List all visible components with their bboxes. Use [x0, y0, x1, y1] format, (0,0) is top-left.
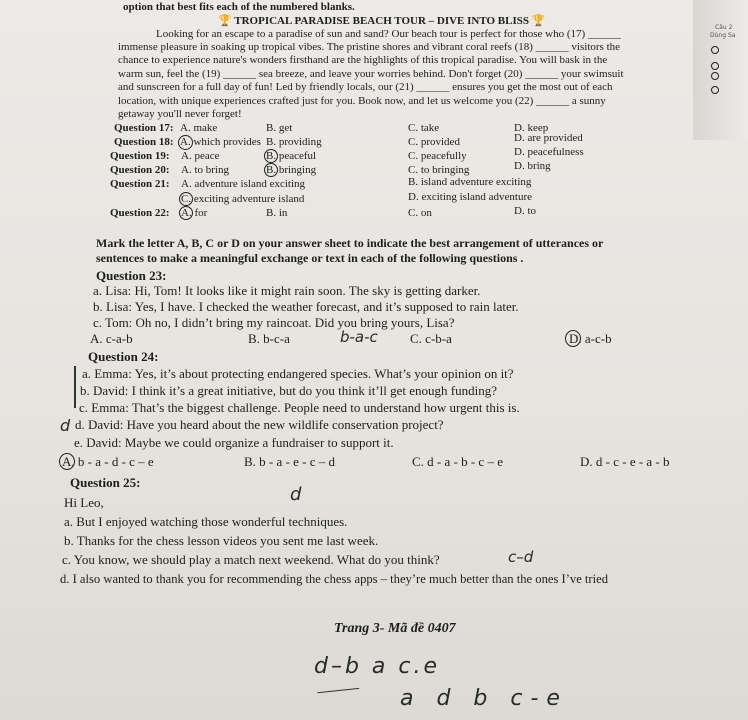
page-footer: Trang 3- Mã đề 0407 [334, 621, 456, 636]
strip-text-2: Dùng Sa [710, 32, 736, 39]
option-b[interactable]: B. bringing [266, 164, 317, 176]
question-label: Question 23: [96, 268, 167, 283]
option-d[interactable]: D. to [514, 205, 536, 217]
answer-circle [264, 163, 278, 177]
question-label: Question 20: [110, 164, 170, 176]
option-c[interactable]: C. exciting adventure island [181, 193, 305, 205]
option-b[interactable]: B. in [266, 207, 288, 219]
option-d[interactable]: D. a-c-b [569, 331, 612, 346]
utterance-e: e. David: Maybe we could organize a fundraiser to support it. [74, 435, 394, 450]
trophy-icon: 🏆 [531, 15, 546, 27]
passage-line-3: chance to experience nature's wonders firsthand are the highlights of this tropical paradise. You will bask in the [118, 54, 608, 66]
strip-circle [711, 46, 719, 54]
option-b[interactable]: B. island adventure exciting [408, 176, 532, 188]
question-label: Question 19: [110, 150, 170, 162]
option-c[interactable]: C. on [408, 207, 432, 219]
option-c[interactable]: C. take [408, 122, 440, 134]
option-d[interactable]: D. exciting island adventure [408, 191, 533, 203]
question-label: Question 24: [88, 349, 159, 364]
passage-line-2: immense pleasure in soaking up tropical vibes. The pristine shores and vibrant coral reefs (18) ______ visitors the [118, 41, 621, 53]
handwritten-note: c–d [508, 548, 534, 566]
utterance-b: b. Thanks for the chess lesson videos you sent me last week. [64, 533, 379, 548]
passage-line-7: getaway you'll never forget! [118, 108, 242, 120]
trophy-icon: 🏆 [218, 15, 232, 27]
option-c[interactable]: C. peacefully [408, 150, 467, 162]
answer-circle [565, 330, 581, 347]
instruction-line-1: Mark the letter A, B, C or D on your answer sheet to indicate the best arrangement of utterances or [96, 236, 604, 250]
utterance-b: b. David: I think it’s a great initiative, but do you think it’ll get enough funding? [80, 383, 498, 398]
handwritten-note: b-a-c [340, 328, 378, 346]
handwritten-note: d [60, 416, 71, 435]
option-d[interactable]: D. keep [514, 122, 549, 134]
answer-circle [59, 453, 75, 470]
question-label: Question 21: [110, 178, 170, 190]
passage-line-1: Looking for an escape to a paradise of sun and sand? Our beach tour is perfect for those who (17) ______ [156, 28, 621, 40]
option-a[interactable]: A. adventure island exciting [181, 178, 306, 190]
option-b[interactable]: B. b - a - e - c – d [244, 454, 335, 469]
greeting: Hi Leo, [64, 495, 104, 510]
scribble-mark [317, 688, 360, 707]
option-b[interactable]: B. b-c-a [248, 331, 290, 346]
answer-circle [179, 206, 193, 220]
utterance-c: c. You know, we should play a match next weekend. What do you think? [62, 552, 440, 567]
top-cut-text: option that best fits each of the numbered blanks. [123, 1, 355, 13]
option-c[interactable]: C. to bringing [408, 164, 470, 176]
passage-line-6: location, with unique experiences crafted just for you. Book now, and let us welcome you (22) ______ a sunny [118, 95, 606, 107]
utterance-a: a. Emma: Yes, it’s about protecting endangered species. What’s your opinion on it? [82, 366, 514, 381]
option-a[interactable]: A. make [180, 122, 218, 134]
utterance-a: a. Lisa: Hi, Tom! It looks like it might rain soon. The sky is getting darker. [93, 283, 481, 298]
utterance-c: c. Emma: That’s the biggest challenge. People need to understand how urgent this is. [79, 400, 520, 415]
answer-circle [178, 135, 193, 150]
option-b[interactable]: B. providing [266, 136, 322, 148]
answer-circle [179, 192, 193, 206]
option-a[interactable]: A. c-a-b [90, 331, 133, 346]
question-label: Question 17: [114, 122, 174, 134]
instruction-line-2: sentences to make a meaningful exchange or text in each of the following questions . [96, 251, 524, 265]
option-c[interactable]: C. provided [408, 136, 460, 148]
strip-circle [711, 72, 719, 80]
strip-circle [711, 62, 719, 70]
option-b[interactable]: B. get [266, 122, 293, 134]
utterance-d: d. I also wanted to thank you for recommending the chess apps – they’re much better than the ones I’ve tried [60, 572, 609, 586]
option-d[interactable]: D. are provided [514, 132, 583, 144]
option-d[interactable]: D. bring [514, 160, 551, 172]
utterance-b: b. Lisa: Yes, I have. I checked the weather forecast, and it’s supposed to rain later. [93, 299, 519, 314]
handwritten-note: d [290, 484, 302, 505]
passage-line-4: warm sun, feel the (19) ______ sea breeze, and leave your worries behind. Don't forget (20) ______ your swimsuit [118, 68, 624, 80]
utterance-c: c. Tom: Oh no, I didn’t bring my raincoat. Did you bring yours, Lisa? [93, 315, 455, 330]
option-a[interactable]: A. for [181, 207, 208, 219]
passage-title: 🏆 TROPICAL PARADISE BEACH TOUR – DIVE INTO BLISS 🏆 [218, 15, 546, 27]
handwritten-answer-line-2: a d b c-e [400, 686, 568, 711]
margin-bracket [74, 366, 76, 408]
option-b[interactable]: B. peaceful [266, 150, 317, 162]
passage-line-5: and sunscreen for a full day of fun! Led by friendly locals, our (21) ______ ensures you get the most out of each [118, 81, 613, 93]
option-a[interactable]: A. which provides [180, 136, 261, 148]
option-c[interactable]: C. d - a - b - c – e [412, 454, 503, 469]
option-a[interactable]: A. to bring [181, 164, 229, 176]
question-label: Question 22: [110, 207, 170, 219]
option-d[interactable]: D. d - c - e - a - b [580, 454, 670, 469]
utterance-d: d. David: Have you heard about the new wildlife conservation project? [75, 417, 444, 432]
option-d[interactable]: D. peacefulness [514, 146, 584, 158]
handwritten-answer-line-1: d–b a c.e [314, 654, 441, 679]
adjacent-page-strip [693, 0, 748, 140]
utterance-a: a. But I enjoyed watching those wonderful techniques. [64, 514, 348, 529]
option-c[interactable]: C. c-b-a [410, 331, 452, 346]
answer-circle [264, 149, 278, 163]
strip-circle [711, 86, 719, 94]
option-a[interactable]: A. b - a - d - c – e [62, 454, 154, 469]
question-label: Question 18: [114, 136, 174, 148]
strip-text-1: Câu 2 [715, 24, 733, 31]
question-label: Question 25: [70, 475, 141, 490]
option-a[interactable]: A. peace [181, 150, 220, 162]
